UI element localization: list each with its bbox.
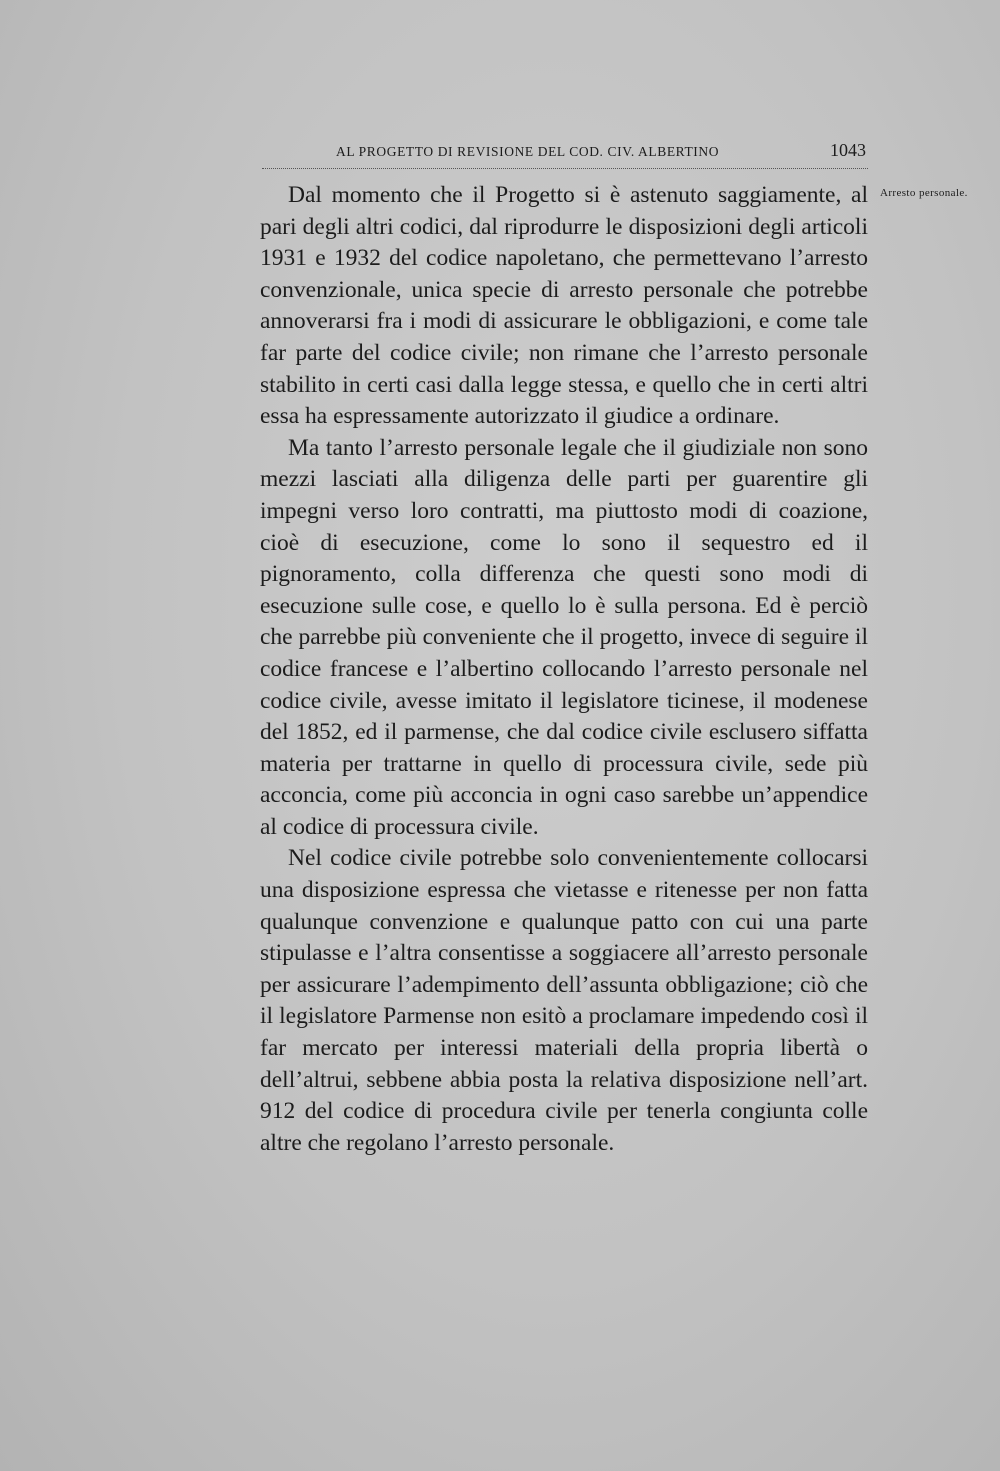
running-title: AL PROGETTO DI REVISIONE DEL COD. CIV. ALBERTINO [336,144,720,159]
body-text [260,180,868,1159]
paragraph: Dal momento che il Progetto si è astenuto saggiamente, al pari degli altri codici, dal riprodurre le disposizioni degli articoli 1931 e 1932 del codice napoletano, che permettevano l’arresto convenzionale, unica specie di arresto personale che potrebbe annoverarsi fra i modi di assicurare le obbligazioni, e come tale far parte del codice civile; non rimane che l’arresto personale stabilito in certi casi dalla legge stessa, e quello che in certi altri essa ha espressamente autorizzato il giudice a ordinare. [260,182,868,430]
running-head [262,140,868,169]
page-number: 1043 [830,140,866,160]
paragraph: Ma tanto l’arresto personale legale che il giudiziale non sono mezzi lasciati alla diligenza delle parti per guarentire gli impegni verso loro contratti, ma piuttosto modi di coazione, cioè di esecuzione, come lo sono il sequestro ed il pignoramento, colla differenza che questi sono modi di esecuzione sulle cose, e quello lo è sulla persona. Ed è perciò che parrebbe più conveniente che il progetto, invece di seguire il codice francese e l’albertino collocando l’arresto personale nel codice civile, avesse imitato il legislatore ticinese, il modenese del 1852, ed il parmense, che dal codice civile esclusero siffatta materia per trattarne in quello di processura civile, sede più acconcia, come più acconcia in ogni caso sarebbe un’appendice al codice di processura civile. [260,434,868,840]
margin-note: Arresto personale. [880,187,968,199]
paragraph: Nel codice civile potrebbe solo convenientemente collocarsi una disposizione espressa che vietasse e ritenesse per non fatta qualunque convenzione e qualunque patto con cui una parte stipulasse e l’altra consentisse a soggiacere all’arresto personale per assicurare l’adempimento dell’assunta obbligazione; ciò che il legislatore Parmense non esitò a proclamare impedendo così il far mercato per interessi materiali della propria libertà o dell’altrui, sebbene abbia posta la relativa disposizione nell’art. 912 del codice di procedura civile per tenerla congiunta colle altre che regolano l’arresto personale. [260,845,868,1156]
